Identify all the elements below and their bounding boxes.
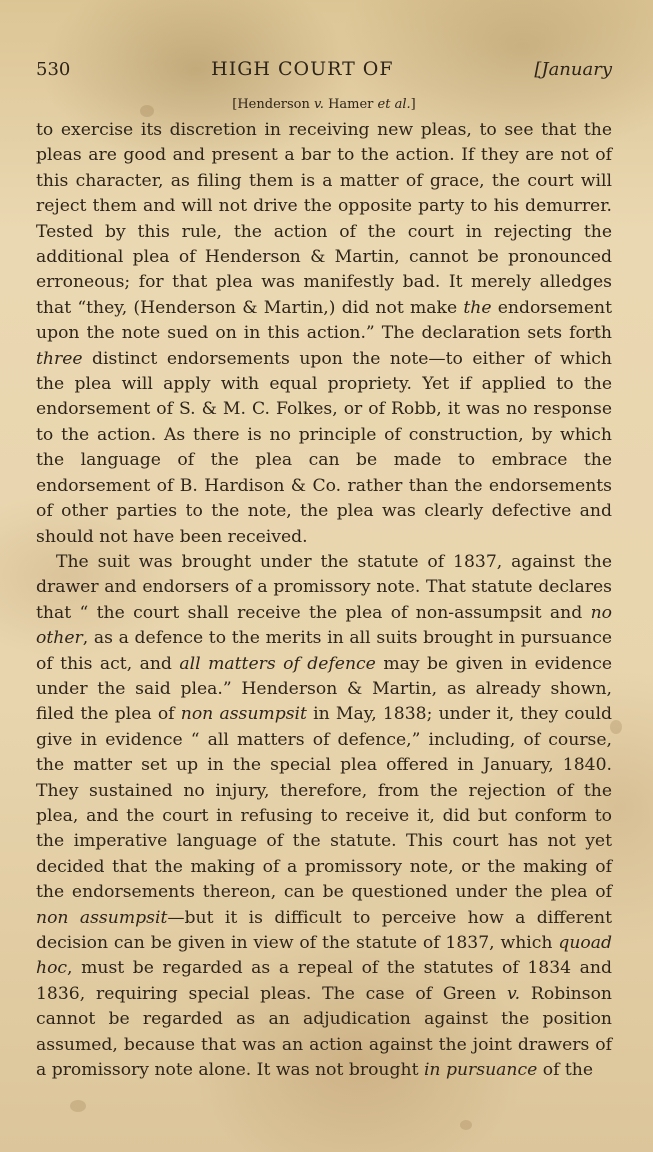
paragraph-2-italic: in pursuance	[423, 1060, 538, 1081]
paragraph-2-text: The suit was brought under the statute of 1837, against the drawer and endorsers of a promissory note. That statute declares that “ the court shall receive the plea of non-assumpsit and	[36, 551, 612, 623]
caption-open-bracket: [	[232, 97, 238, 112]
running-header	[36, 58, 612, 92]
paragraph-2-text: in May, 1838; under it, they could give in evidence “ all matters of defence,” including, of course, the matter set up in the special plea offered in January, 1840. They sustained no injury, therefore, from the rejection of the plea, and the court in refusing to receive it, did but conform to the imperative language of the statute. This court has not yet decided that the making of a promissory note, or the making of the endorsements thereon, can be questioned under the plea of	[36, 704, 613, 903]
paragraph-2-text: may be given in evidence under the said plea.” Henderson & Martin, as already shown, filed the plea of	[36, 653, 613, 725]
caption-versus: v.	[314, 97, 324, 112]
paragraph-1-italic: the	[463, 297, 492, 318]
paragraph-2	[36, 550, 612, 1084]
book-page	[36, 58, 612, 1083]
paragraph-1-text: distinct endorsements upon the note—to either of which the plea will apply with equal propriety. Yet if applied to the endorsement of S. & M. C. Folkes, or of Robb, it was no response to the action. As there is no principle of construction, by which the language of the plea can be made to embrace the endorsement of B. Hardison & Co. rather than the endorsements of other parties to the note, the plea was clearly defective and should not have been received.	[36, 348, 612, 547]
paragraph-2-text: of the	[537, 1060, 594, 1081]
page-number: 530	[36, 59, 71, 80]
paragraph-2-text: Robinson cannot be regarded as an adjudication against the position assumed, because that was an action against the joint drawers of a promissory note alone. It was not brought	[36, 983, 612, 1081]
case-caption	[36, 92, 612, 118]
paragraph-1-italic: three	[36, 348, 83, 369]
paragraph-2-text: —but it is difficult to perceive how a different decision can be given in view of the statute of 1837, which	[36, 907, 613, 953]
paragraph-1-text: to exercise its discretion in receiving new pleas, to see that the pleas are good and present a bar to the action. If they are not of this character, as filing them is a matter of grace, the court will reject them and will not drive the opposite party to his demurrer. Tested by this rule, the action of the court in rejecting the additional plea of Henderson & Martin, cannot be pronounced erroneous; for that plea was manifestly bad. It merely alledges that “they, (Henderson & Martin,) did not make	[36, 120, 612, 318]
paragraph-1	[36, 118, 612, 550]
paragraph-2-italic: non assumpsit	[180, 704, 307, 725]
caption-et-al: et al.	[377, 97, 411, 112]
paragraph-2-italic: all matters of defence	[179, 653, 376, 674]
page-body	[36, 118, 612, 1083]
paragraph-1-text: endorsement upon the note sued on in this action.” The declaration sets forth	[36, 297, 612, 344]
running-month: [January	[534, 59, 612, 80]
paragraph-2-text: , must be regarded as a repeal of the statutes of 1834 and 1836, requiring special pleas. The case of Green	[36, 958, 612, 1004]
caption-close-bracket: ]	[410, 97, 416, 112]
paragraph-2-text: , as a defence to the merits in all suits brought in pursuance of this act, and	[36, 628, 612, 674]
paragraph-2-italic: quoad hoc	[36, 933, 612, 979]
paragraph-2-italic: non assumpsit	[36, 907, 168, 928]
paragraph-2-italic: v.	[506, 983, 521, 1004]
caption-case-name: Henderson	[237, 97, 310, 112]
running-title: HIGH COURT OF	[211, 58, 394, 80]
paragraph-2-italic: no other	[36, 602, 612, 649]
caption-opponent: Hamer	[328, 97, 374, 112]
